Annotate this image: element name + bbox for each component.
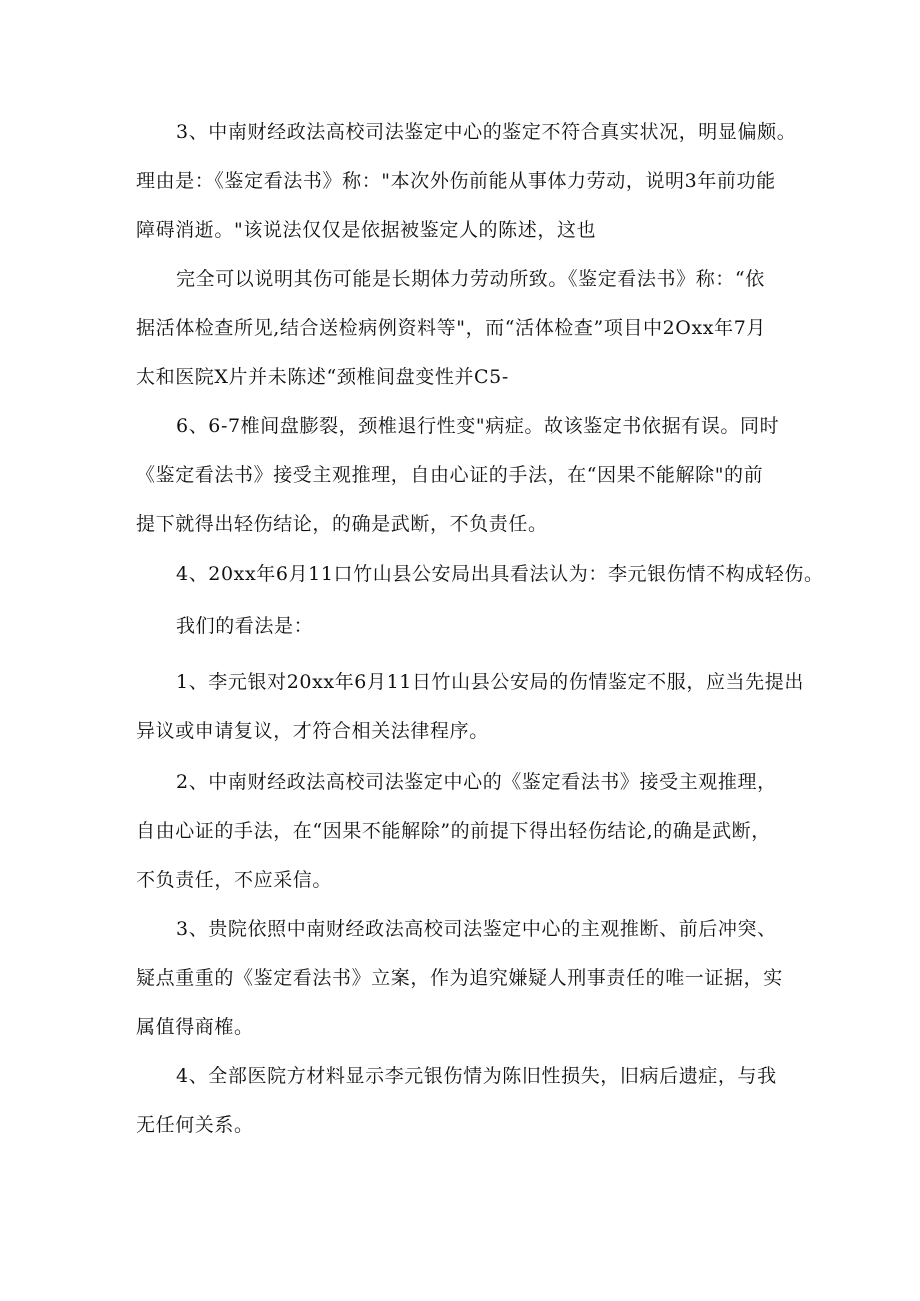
- opinion-2-line-2: 自由心证的手法，在“因果不能解除”的前提下得出轻伤结论,的确是武断，: [136, 820, 771, 842]
- opinion-2-line-1: 2、中南财经政法高校司法鉴定中心的《鉴定看法书》接受主观推理，: [176, 771, 777, 793]
- paragraph-continued-line-3: 太和医院X片并未陈述“颈椎间盘变性并C5-: [136, 366, 509, 388]
- paragraph-6-line-3: 提下就得出轻伤结论，的确是武断，不负责任。: [136, 513, 548, 535]
- opinion-4-line-1: 4、全部医院方材料显示李元银伤情为陈旧性损失，旧病后遗症，与我: [176, 1065, 777, 1087]
- opinion-2-line-3: 不负责任，不应采信。: [136, 869, 333, 891]
- opinion-1-line-1: 1、李元银对20xx年6月11日竹山县公安局的伤情鉴定不服，应当先提出: [176, 671, 804, 693]
- paragraph-6-line-2: 《鉴定看法书》接受主观推理，自由心证的手法，在“因果不能解除"的前: [136, 464, 764, 486]
- paragraph-continued-line-1: 完全可以说明其伤可能是长期体力劳动所致。《鉴定看法书》称：“依: [176, 268, 765, 290]
- opinion-3-line-3: 属值得商榷。: [136, 1016, 254, 1038]
- our-opinion-heading: 我们的看法是：: [176, 615, 314, 637]
- paragraph-6-line-1: 6、6-7椎间盘膨裂，颈椎退行性变"病症。故该鉴定书依据有误。同时: [176, 415, 780, 437]
- opinion-4-line-2: 无任何关系。: [136, 1114, 254, 1136]
- paragraph-4-line-1: 4、20xx年6月11口竹山县公安局出具看法认为：李元银伤情不构成轻伤。: [176, 563, 824, 585]
- opinion-1-line-2: 异议或申请复议，才符合相关法律程序。: [136, 720, 489, 742]
- opinion-3-line-2: 疑点重重的《鉴定看法书》立案，作为追究嫌疑人刑事责任的唯一证据，实: [136, 967, 783, 989]
- paragraph-3-line-1: 3、中南财经政法高校司法鉴定中心的鉴定不符合真实状况，明显偏颇。: [176, 121, 797, 143]
- paragraph-3-line-3: 障碍消逝。"该说法仅仅是依据被鉴定人的陈述，这也: [136, 219, 597, 241]
- paragraph-3-line-2: 理由是：《鉴定看法书》称："本次外伤前能从事体力劳动，说明3年前功能: [136, 170, 776, 192]
- paragraph-continued-line-2: 据活体检查所见,结合送检病例资料等"，而“活体检查”项目中2Oxx年7月: [136, 317, 766, 339]
- opinion-3-line-1: 3、贵院依照中南财经政法高校司法鉴定中心的主观推断、前后冲突、: [176, 918, 777, 940]
